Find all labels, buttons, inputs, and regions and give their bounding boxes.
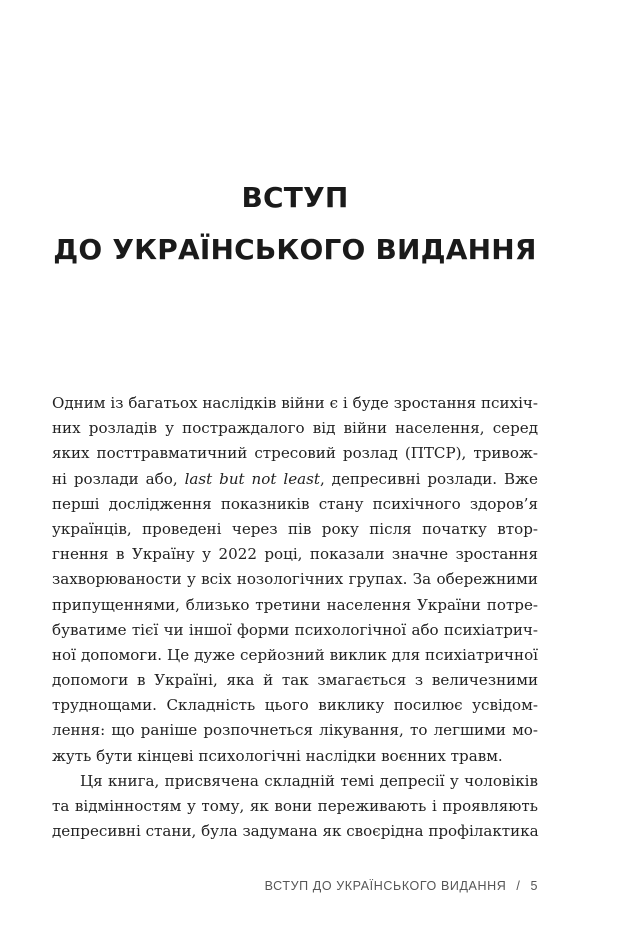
text-line: припущеннями, близько третини населення України потре- bbox=[52, 595, 538, 614]
emphasis-phrase: last but not least bbox=[184, 469, 320, 488]
text-fragment: ні розлади або, bbox=[52, 469, 178, 488]
text-line: депресивні стани, була задумана як своєрідна профілактика bbox=[52, 822, 539, 841]
text-line: українців, проведені через пів року після початку втор- bbox=[52, 519, 538, 538]
page-number: 5 bbox=[530, 879, 538, 893]
footer-separator: / bbox=[516, 879, 521, 893]
text-line: Одним із багатьох наслідків війни є і буде зростання психіч- bbox=[52, 394, 538, 412]
body-text bbox=[52, 391, 538, 844]
text-line: яких посттравматичний стресовий розлад (ПТСР), тривож- bbox=[52, 444, 538, 463]
chapter-title-line-1: ВСТУП bbox=[241, 181, 349, 214]
text-line: Ця книга, присвячена складній темі депресії у чоловіків bbox=[80, 771, 538, 790]
text-line: лення: що раніше розпочнеться лікування, то легшими мо- bbox=[52, 721, 538, 740]
running-head: ВСТУП ДО УКРАЇНСЬКОГО ВИДАННЯ bbox=[264, 879, 507, 893]
chapter-title-line-2: ДО УКРАЇНСЬКОГО ВИДАННЯ bbox=[53, 233, 537, 266]
page-footer bbox=[265, 879, 538, 893]
text-fragment: , депресивні розлади. Вже bbox=[319, 469, 538, 488]
text-line: жуть бути кінцеві психологічні наслідки воєнних травм. bbox=[52, 746, 503, 765]
text-line: них розладів у постраждалого від війни населення, серед bbox=[52, 419, 538, 438]
text-line: ної допомоги. Це дуже серйозний виклик для психіатричної bbox=[52, 645, 538, 664]
text-line bbox=[52, 467, 538, 492]
text-line: буватиме тієї чи іншої форми психологічної або психіатрич- bbox=[52, 620, 538, 639]
text-line: перші дослідження показників стану психічного здоров’я bbox=[52, 494, 538, 513]
text-line: та відмінностям у тому, як вони переживають і проявляють bbox=[52, 797, 538, 815]
chapter-title bbox=[0, 172, 590, 276]
text-line: захворюваности у всіх нозологічних групах. За обережними bbox=[52, 570, 538, 589]
text-line: труднощами. Складність цього виклику посилює усвідом- bbox=[52, 696, 538, 715]
text-line: допомоги в Україні, яка й так змагається з величезними bbox=[52, 671, 538, 690]
text-line: гнення в Україну у 2022 році, показали значне зростання bbox=[52, 545, 538, 564]
